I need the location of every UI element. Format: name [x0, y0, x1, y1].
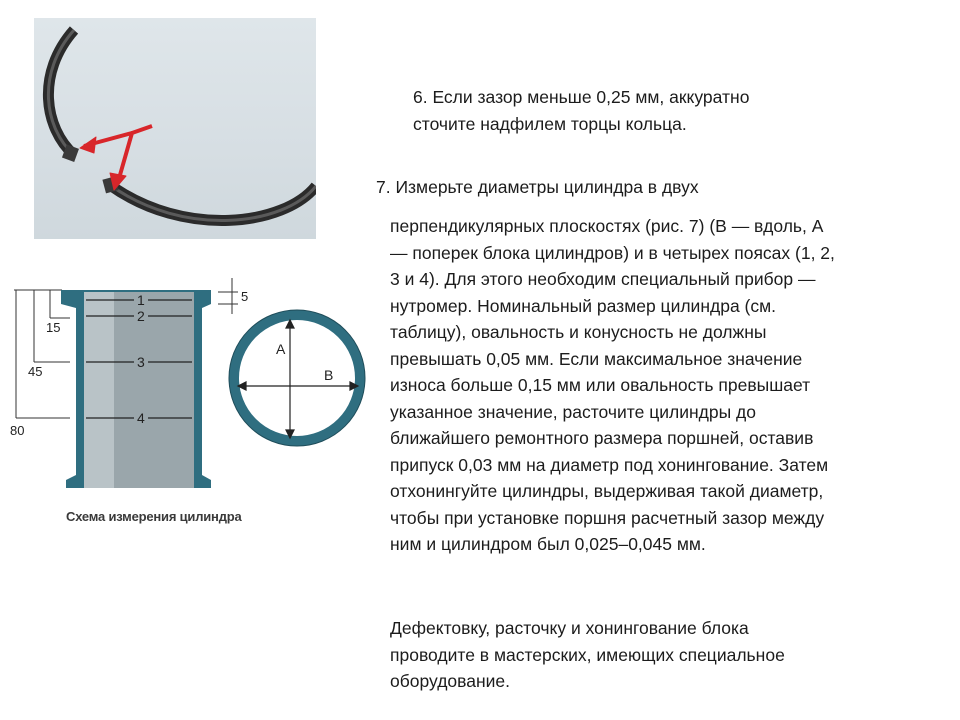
- belt-label-2: 2: [137, 308, 145, 324]
- cylinder-cross-section: [234, 315, 360, 441]
- paragraph-final-note: Дефектовку, расточку и хонингование блока проводите в мастерских, имеющих специальное оборудование.: [390, 618, 785, 691]
- paragraph-step-7-heading: 7. Измерьте диаметры цилиндра в двух: [376, 177, 699, 197]
- plane-label-b: B: [324, 367, 334, 383]
- piston-ring-gap-illustration: [34, 18, 316, 239]
- cylinder-bore-highlight: [84, 292, 114, 488]
- dim-label-15: 15: [46, 320, 61, 335]
- belt-label-4: 4: [137, 410, 145, 426]
- gap-arrows-icon: [80, 126, 152, 190]
- paragraph-step-7-body: перпендикулярных плоскостях (рис. 7) (В — вдоль, А — поперек блока цилиндров) и в четырех поясах (1, 2, 3 и 4). Для этого необходим специальный прибор — нутромер. Номинальный размер цилиндра (см. таблицу), овальность и конусность не должны превышать 0,05 мм. Если максимальное значение износа больше 0,15 мм или овальность превышает указанное значение, расточите цилиндры до ближайшего ремонтного размера поршней, оставив припуск 0,03 мм на диаметр под хонингование. Затем отхонингуйте цилиндры, выдерживая такой диаметр, чтобы при установке поршня расчетный зазор между ним и цилиндром был 0,025–0,045 мм.: [390, 216, 835, 554]
- cylinder-measurement-scheme: [6, 270, 368, 532]
- plane-labels: [276, 341, 333, 383]
- dim-label-45: 45: [28, 364, 43, 379]
- plane-label-a: A: [276, 341, 286, 357]
- cylinder-scheme-drawing: [6, 270, 368, 532]
- piston-ring-photo: [34, 18, 316, 239]
- paragraph-step-6: 6. Если зазор меньше 0,25 мм, аккуратно сточите надфилем торцы кольца.: [413, 87, 750, 134]
- belt-label-3: 3: [137, 354, 145, 370]
- figure-caption: Схема измерения цилиндра: [66, 509, 242, 524]
- dim-label-80: 80: [10, 423, 25, 438]
- belt-label-1: 1: [137, 292, 145, 308]
- dim-label-5: 5: [241, 289, 249, 304]
